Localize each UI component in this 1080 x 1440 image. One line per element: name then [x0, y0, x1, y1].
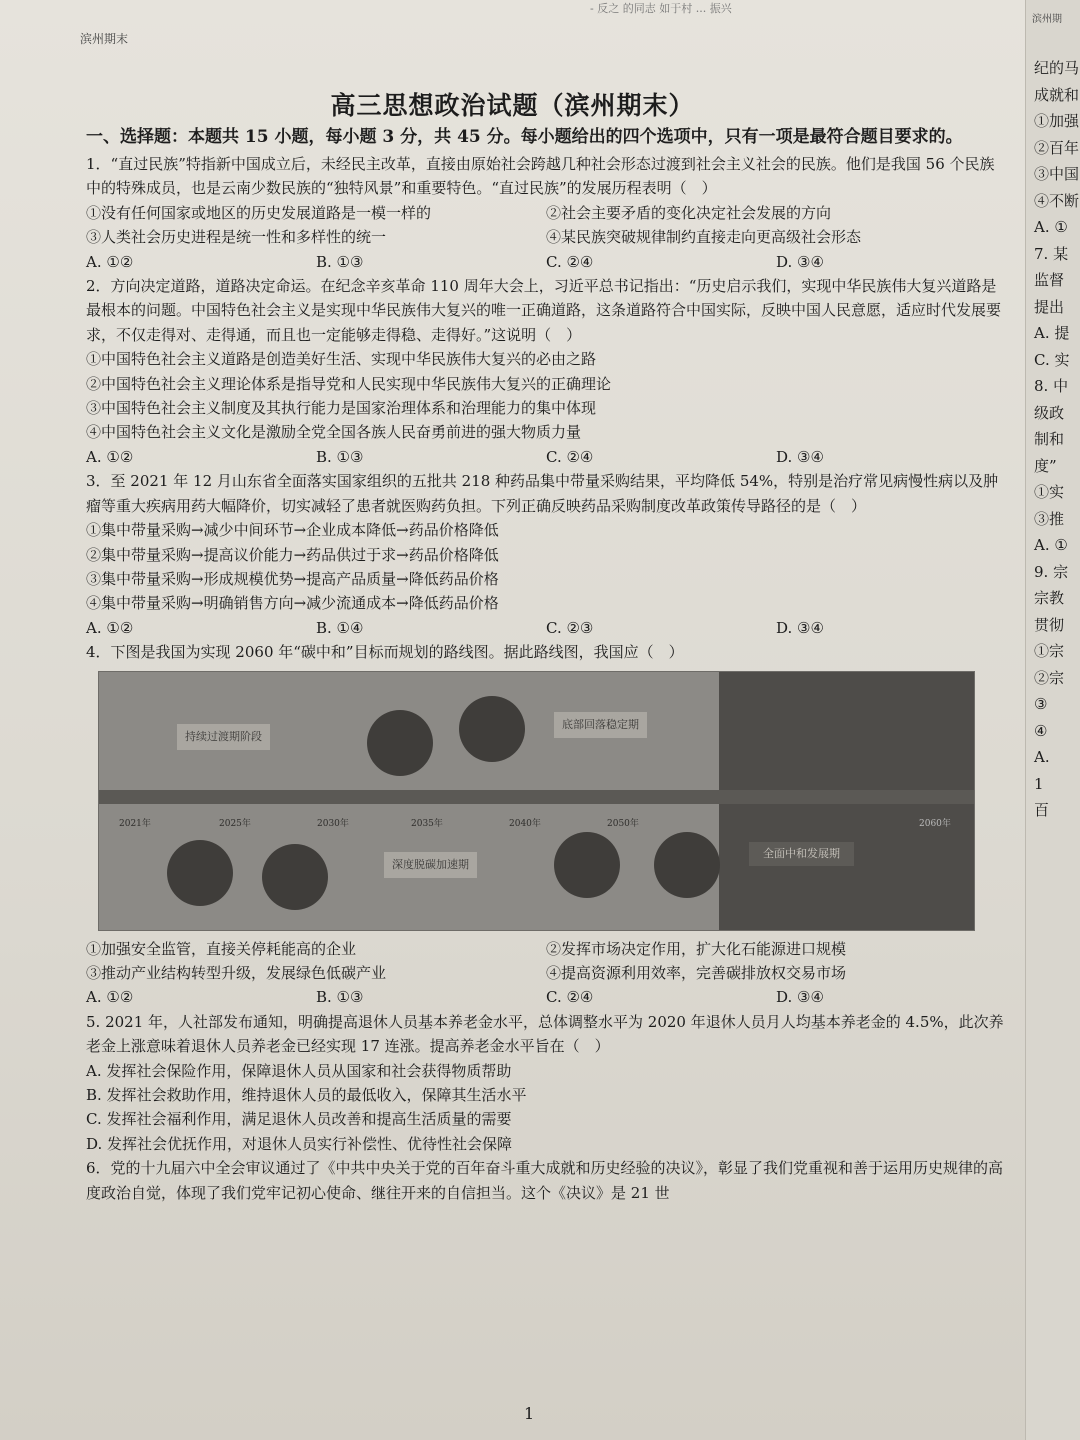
q3-opt-4: ④集中带量采购→明确销售方向→减少流通成本→降低药品价格 [86, 594, 499, 613]
q5-choice-c: C. 发挥社会福利作用，满足退休人员改善和提高生活质量的需要 [86, 1110, 512, 1129]
bleed-through-text: - 反之 的同志 如于村 ... 振兴 [590, 2, 732, 15]
q2-stem: 2．方向决定道路，道路决定命运。在纪念辛亥革命 110 周年大会上，习近平总书记指出：“历史启示我们，实现中华民族伟大复兴道路是最根本的问题。中国特色社会主义是实现中华民族伟大复兴的唯一正确道路，这条道路符合中国实际，反映中国人民意愿，适应时代发展要求，不仅走得对、走得通，而且也一定能够走得稳、走得好。”这说明（ ） [86, 277, 1002, 344]
q4-choice-b: B. ①③ [316, 988, 364, 1007]
next-page-line: A. ① [1034, 536, 1068, 554]
next-page-line: 度” [1034, 456, 1057, 475]
next-page-line: 监督 [1034, 271, 1065, 289]
next-page-line: ③中国 [1034, 165, 1080, 183]
next-page-line: A. ① [1034, 218, 1068, 236]
roadmap-circle [654, 832, 720, 898]
q4-opt-1: ①加强安全监管，直接关停耗能高的企业 [86, 939, 357, 958]
q2-choice-b: B. ①③ [316, 447, 364, 466]
q5-stem: 5. 2021 年，人社部发布通知，明确提高退休人员基本养老金水平，总体调整水平为 2020 年退休人员月人均基本养老金的 4.5%，此次养老金上涨意味着退休人员养老金已经实现 17 连涨。提高养老金水平旨在（ ） [86, 1012, 1004, 1056]
roadmap-circle [262, 844, 328, 910]
q2-opt-3: ③中国特色社会主义制度及其执行能力是国家治理体系和治理能力的集中体现 [86, 399, 597, 418]
q2-choice-a: A. ①② [86, 447, 134, 466]
q2-opt-4: ④中国特色社会主义文化是激励全党全国各族人民奋勇前进的强大物质力量 [86, 423, 582, 442]
q3-opt-1: ①集中带量采购→减少中间环节→企业成本降低→药品价格降低 [86, 521, 499, 540]
next-page-line: ③推 [1034, 509, 1065, 528]
q3-stem: 3．至 2021 年 12 月山东省全面落实国家组织的五批共 218 种药品集中带量采购结果，平均降低 54%，特别是治疗常见病慢性病以及肿瘤等重大疾病用药大幅降价，切实减轻了患者就医购药负担。下列正确反映药品采购制度改革政策传导路径的是（ ） [86, 472, 999, 515]
next-page-line: 7. 某 [1034, 244, 1069, 263]
q1-choices [86, 250, 1006, 274]
next-page-line: ②百年 [1034, 138, 1080, 157]
q1-stem: 1．“直过民族”特指新中国成立后，未经民主改革，直接由原始社会跨越几种社会形态过渡到社会主义社会的民族。他们是我国 56 个民族中的特殊成员，也是云南少数民族的“独特风景”和重要特色。“直过民族”的发展历程表明（ ） [86, 155, 995, 198]
q1-opt-4: ④某民族突破规律制约直接走向更高级社会形态 [546, 228, 862, 247]
carbon-neutral-roadmap-figure [98, 671, 975, 931]
q2-opt-2: ②中国特色社会主义理论体系是指导党和人民实现中华民族伟大复兴的正确理论 [86, 374, 612, 393]
next-page-line: 9. 宗 [1034, 562, 1069, 581]
q3-opt-3: ③集中带量采购→形成规模优势→提高产品质量→降低药品价格 [86, 569, 499, 588]
q5-choice-a: A. 发挥社会保险作用，保障退休人员从国家和社会获得物质帮助 [86, 1061, 512, 1080]
q4-opt-2: ②发挥市场决定作用，扩大化石能源进口规模 [546, 939, 847, 958]
q3-choice-b: B. ①④ [316, 618, 364, 637]
roadmap-year: 2025年 [219, 818, 251, 829]
roadmap-circle [459, 696, 525, 762]
q4-stem: 4．下图是我国为实现 2060 年“碳中和”目标而规划的路线图。据此路线图，我国应（ ） [86, 643, 684, 662]
q1-opt-2: ②社会主要矛盾的变化决定社会发展的方向 [546, 203, 832, 222]
next-page-line: 8. 中 [1034, 377, 1069, 395]
page-number: 1 [524, 1404, 535, 1423]
roadmap-stage-2: 底部回落稳定期 [554, 712, 647, 738]
roadmap-year: 2035年 [411, 818, 443, 829]
next-page-line: ①实 [1034, 483, 1065, 501]
next-page-line: ②宗 [1034, 668, 1065, 687]
next-page-line: ①加强 [1034, 112, 1080, 130]
roadmap-timeline-bar [99, 790, 974, 804]
header-tag: 滨州期末 [80, 32, 129, 46]
roadmap-stage-1: 持续过渡期阶段 [177, 724, 270, 750]
question-content [86, 124, 1006, 1205]
q4-choice-d: D. ③④ [776, 988, 824, 1007]
next-page-line: 贯彻 [1034, 615, 1065, 634]
next-page-line: C. 实 [1034, 350, 1070, 369]
q5-choice-d: D. 发挥社会优抚作用，对退休人员实行补偿性、优待性社会保障 [86, 1134, 513, 1153]
q4-options [86, 937, 1006, 986]
next-page-line: 1 [1034, 774, 1044, 793]
next-page-line: ④ [1034, 721, 1048, 740]
next-page-line: A. [1034, 748, 1050, 766]
roadmap-circle [367, 710, 433, 776]
next-page-line: ③ [1034, 695, 1048, 713]
q4-choice-a: A. ①② [86, 988, 134, 1007]
q4-choices [86, 985, 1006, 1009]
next-page-lines [1026, 55, 1080, 824]
q6-stem: 6．党的十九届六中全会审议通过了《中共中央关于党的百年奋斗重大成就和历史经验的决议》，彰显了我们党重视和善于运用历史规律的高度政治自觉，体现了我们党牢记初心使命、继往开来的自信担当。这个《决议》是 21 世 [86, 1159, 1004, 1202]
q2-opt-1: ①中国特色社会主义道路是创造美好生活、实现中华民族伟大复兴的必由之路 [86, 350, 597, 369]
next-page-line: 级政 [1034, 403, 1065, 422]
q5-choice-b: B. 发挥社会救助作用，维持退休人员的最低收入，保障其生活水平 [86, 1085, 527, 1104]
q4-opt-4: ④提高资源利用效率，完善碳排放权交易市场 [546, 963, 847, 982]
q3-opt-2: ②集中带量采购→提高议价能力→药品供过于求→药品价格降低 [86, 545, 499, 564]
next-page-line: 纪的马 [1034, 59, 1080, 77]
next-page-line: ④不断 [1034, 191, 1080, 210]
q4-choice-c: C. ②④ [546, 988, 594, 1007]
q1-choice-b: B. ①③ [316, 252, 364, 271]
next-page-header: 滨州期 [1032, 14, 1062, 25]
roadmap-year: 2050年 [607, 818, 639, 829]
roadmap-circle [554, 832, 620, 898]
q1-options [86, 201, 1006, 250]
next-page-line: A. 提 [1034, 324, 1070, 342]
q2-choice-d: D. ③④ [776, 447, 824, 466]
next-page-line: 制和 [1034, 430, 1065, 448]
roadmap-year: 2021年 [119, 818, 151, 829]
roadmap-year: 2030年 [317, 818, 349, 829]
next-page-line: 成就和 [1034, 85, 1080, 104]
next-page-line: 宗教 [1034, 589, 1065, 607]
q3-choices [86, 616, 1006, 640]
q2-choices [86, 445, 1006, 469]
q1-choice-d: D. ③④ [776, 252, 824, 271]
q1-choice-a: A. ①② [86, 252, 134, 271]
q4-opt-3: ③推动产业结构转型升级，发展绿色低碳产业 [86, 963, 387, 982]
q3-choice-d: D. ③④ [776, 618, 824, 637]
q3-choice-c: C. ②③ [546, 618, 594, 637]
next-page-line: ①宗 [1034, 642, 1065, 660]
adjacent-page-edge [1025, 0, 1080, 1440]
roadmap-year: 2040年 [509, 818, 541, 829]
section-heading: 一、选择题：本题共 15 小题，每小题 3 分，共 45 分。每小题给出的四个选项中，只有一项是最符合题目要求的。 [86, 127, 963, 147]
roadmap-circle [167, 840, 233, 906]
page-title: 高三思想政治试题（滨州期末） [330, 91, 695, 120]
q3-choice-a: A. ①② [86, 618, 134, 637]
q2-choice-c: C. ②④ [546, 447, 594, 466]
next-page-line: 百 [1034, 801, 1050, 819]
next-page-line: 提出 [1034, 297, 1065, 316]
q1-choice-c: C. ②④ [546, 252, 594, 271]
q1-opt-1: ①没有任何国家或地区的历史发展道路是一模一样的 [86, 203, 432, 222]
q1-opt-3: ③人类社会历史进程是统一性和多样性的统一 [86, 228, 387, 247]
roadmap-stage-4: 全面中和发展期 [749, 842, 854, 866]
roadmap-year: 2060年 [919, 818, 951, 829]
roadmap-stage-3: 深度脱碳加速期 [384, 852, 477, 878]
